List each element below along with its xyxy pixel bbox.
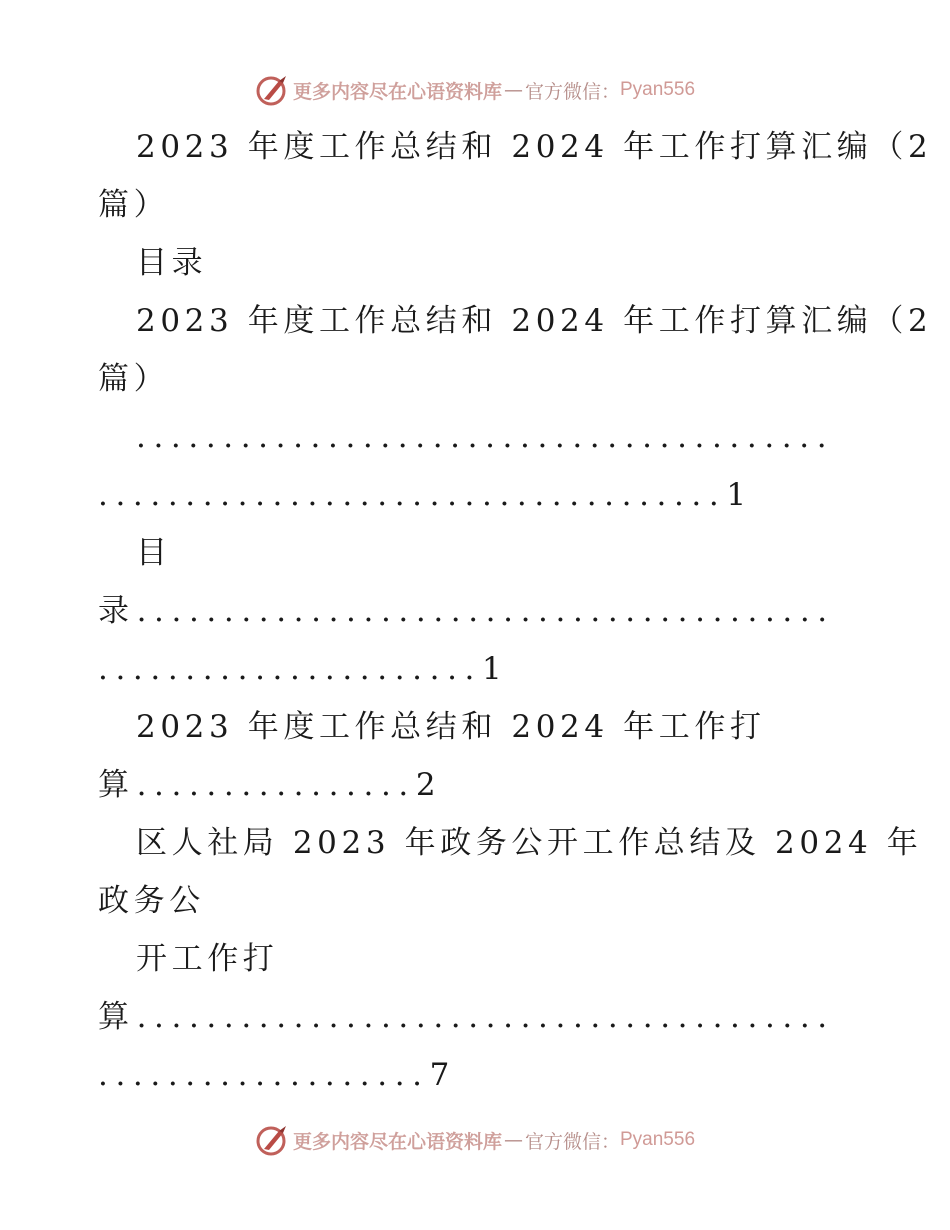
toc-entry-4-line-1: 区人社局 2023 年政务公开工作总结及 2024 年 bbox=[136, 825, 923, 861]
toc-entry-2-line-1: 目 bbox=[136, 535, 172, 571]
toc-entry-1-line-2: 篇） bbox=[98, 361, 170, 397]
doc-title-line-2: 篇） bbox=[98, 187, 170, 223]
toc-entry-3-page: 算................2 bbox=[98, 767, 444, 803]
watermark-wechat-label: 官方微信： bbox=[524, 80, 620, 103]
watermark-wechat-id: Pyan556 bbox=[620, 79, 696, 100]
toc-entry-2-page: ......................1 bbox=[98, 651, 510, 687]
quill-pen-logo-icon bbox=[255, 73, 289, 107]
toc-entry-2-line-2: 录........................................ bbox=[98, 593, 835, 629]
watermark-brand: 更多内容尽在心语资料库 bbox=[292, 80, 502, 103]
watermark-banner-bottom bbox=[0, 1120, 950, 1160]
toc-entry-4-page: ...................7 bbox=[98, 1057, 457, 1093]
watermark-separator: — bbox=[503, 1129, 523, 1151]
toc-entry-4-line-3: 开工作打 bbox=[136, 941, 279, 977]
doc-title-line-1: 2023 年度工作总结和 2024 年工作打算汇编（2 bbox=[136, 129, 933, 165]
toc-entry-4-line-2: 政务公 bbox=[98, 883, 205, 919]
toc-entry-1-leader: ........................................ bbox=[136, 419, 835, 455]
watermark-separator: — bbox=[503, 79, 523, 101]
toc-entry-3-line-1: 2023 年度工作总结和 2024 年工作打 bbox=[136, 709, 766, 745]
toc-entry-1-page: ....................................1 bbox=[98, 477, 754, 513]
toc-entry-4-line-4: 算........................................ bbox=[98, 999, 835, 1035]
watermark-banner-top bbox=[0, 70, 950, 110]
toc-heading: 目录 bbox=[136, 245, 208, 281]
toc-entry-1-line-1: 2023 年度工作总结和 2024 年工作打算汇编（2 bbox=[136, 303, 933, 339]
watermark-brand: 更多内容尽在心语资料库 bbox=[292, 1130, 502, 1153]
watermark-wechat-id: Pyan556 bbox=[620, 1129, 696, 1150]
quill-pen-logo-icon bbox=[255, 1123, 289, 1157]
watermark-wechat-label: 官方微信： bbox=[524, 1130, 620, 1153]
